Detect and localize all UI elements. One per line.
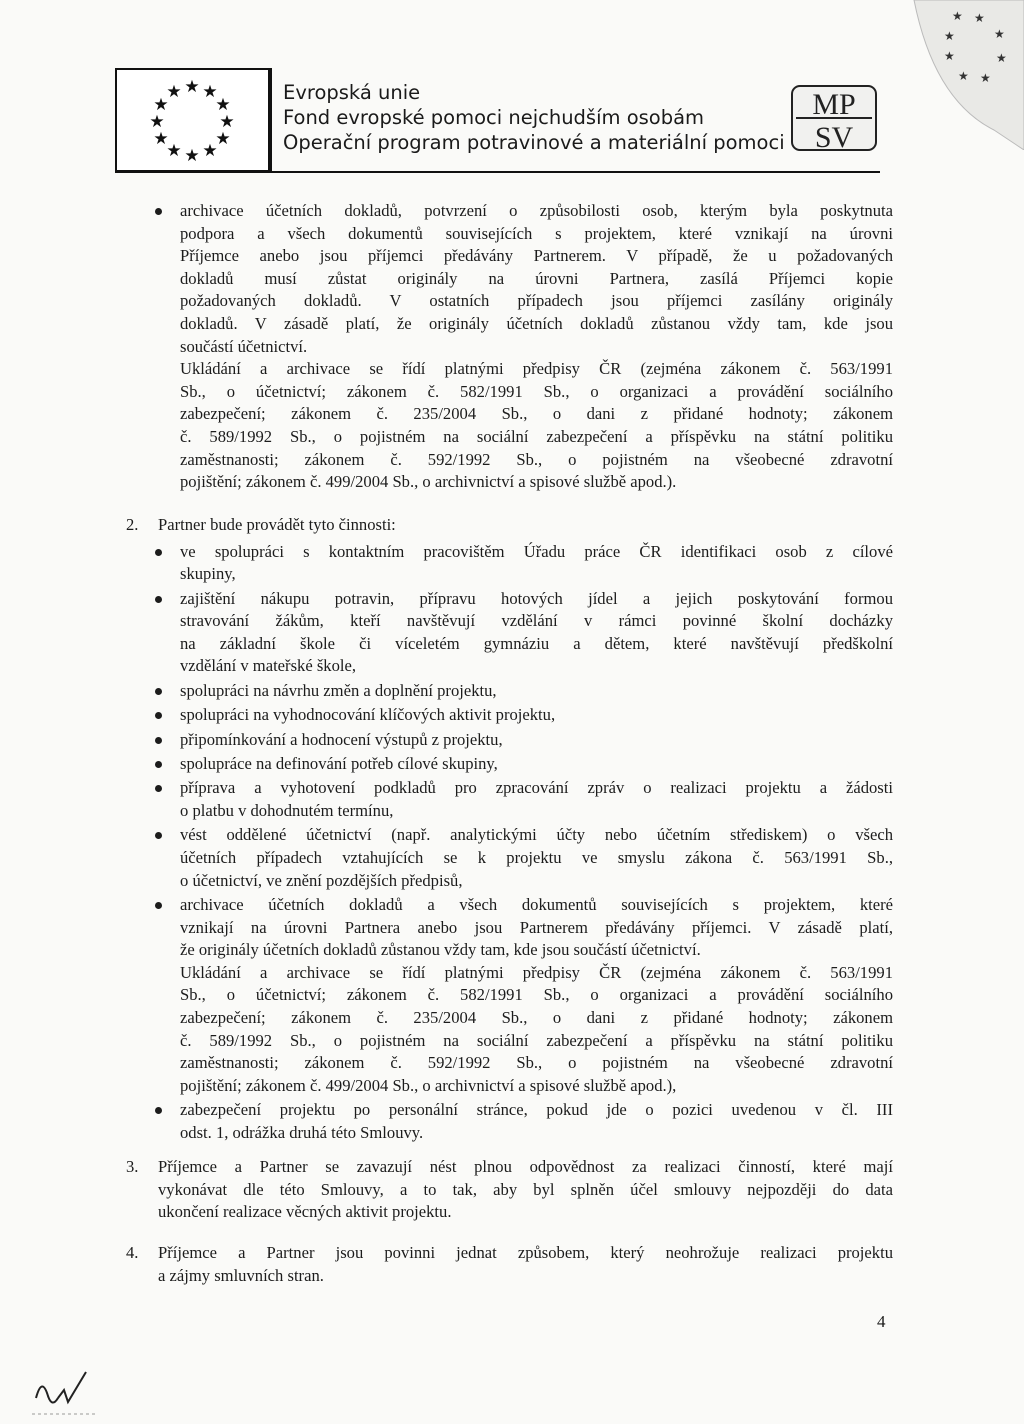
svg-text:★: ★ [980,71,991,85]
section-2-bullet-line: zaměstnanosti; zákonem č. 592/1992 Sb., o pojistném na všeobecné zdravotní [180,1053,893,1073]
section-4-line: Příjemce a Partner jsou povinni jednat způsobem, který neohrožuje realizaci projektu [158,1243,893,1262]
svg-text:★: ★ [952,9,963,23]
intro-bullet-line: archivace účetních dokladů, potvrzení o způsobilosti osob, kterým byla poskytnuta [180,201,893,220]
svg-text:★: ★ [149,112,165,132]
section-2-bullet-line: vzdělání v mateřské škole, [180,656,357,676]
section-2-bullet-line: Ukládání a archivace se řídí platnými předpisy ČR (zejména zákonem č. 563/1991 [180,962,893,982]
section-2-bullet-line: o účetnictví, ve znění pozdějších předpisů, [180,870,463,890]
svg-text:★: ★ [215,95,231,115]
section-2-bullet-line: zabezpečení; zákonem č. 235/2004 Sb., o dani z přidané hodnoty; zákonem [180,1008,893,1027]
intro-bullet-line: Příjemce anebo jsou příjemci předávány Partnerem. V případě, že u požadovaných [180,246,893,266]
section-2-bullet-line: ve spolupráci s kontaktním pracovištěm Úřadu práce ČR identifikaci osob z cílové [180,541,893,561]
svg-text:★: ★ [184,77,200,97]
bullet-icon [155,549,162,556]
header-divider [270,68,272,172]
svg-text:★: ★ [944,49,955,63]
section-2-bullet-line: spolupráci na vyhodnocování klíčových aktivit projektu, [180,705,556,725]
intro-bullet-line: Sb., o účetnictví; zákonem č. 582/1991 Sb., o organizaci a provádění sociálního [180,381,893,401]
page-number: 4 [877,1312,886,1331]
bullet-icon [155,902,162,909]
section-2-bullet-line: skupiny, [180,564,236,584]
svg-text:★: ★ [994,27,1005,41]
header-rule [115,171,880,173]
section-2-bullet-line: že originály účetních dokladů zůstanou vždy tam, kde jsou součástí účetnictví. [180,940,701,960]
section-2-bullet-line: vznikají na úrovni Partnera anebo jsou Partnerem předávány příjemci. V zásadě platí, [180,917,893,937]
intro-bullet-line: podpora a všech dokumentů souvisejících s projektem, které vznikají na úrovni [180,223,893,243]
section-3-number: 3. [126,1157,139,1176]
mpsv-logo-top: MP [812,88,856,121]
section-2-bullet-line: pojištění; zákonem č. 499/2004 Sb., o archivnictví a spisové službě apod.), [180,1075,677,1095]
bullet-icon [155,208,162,215]
header-line-program: Operační program potravinové a materiální pomoci [283,131,785,154]
section-2-bullet-line: spolupráci na návrhu změn a doplnění projektu, [180,680,497,700]
svg-text:★: ★ [202,82,218,102]
section-4-line: a zájmy smluvních stran. [158,1265,324,1285]
intro-bullet-line: dokladů. V zásadě platí, že originály účetních dokladů zůstanou vždy tam, kde jsou [180,314,893,333]
bullet-icon [155,596,162,603]
intro-bullet-line: dokladů musí zůstat originály na úrovni Partnera, zasílá Příjemci kopie [180,268,893,288]
section-3-line: Příjemce a Partner se zavazují nést plnou odpovědnost za realizaci činností, které mají [158,1157,893,1176]
section-4-number: 4. [126,1243,139,1262]
section-2-bullet-line: spolupráce na definování potřeb cílové skupiny, [180,754,498,773]
eu-flag-corner-icon [874,0,1024,150]
header-line-fund: Fond evropské pomoci nejchudším osobám [283,106,705,129]
section-3-line: ukončení realizace věcných aktivit projektu. [158,1202,452,1222]
bullet-icon [155,785,162,792]
document-header [115,68,880,172]
bullet-icon [155,761,162,768]
svg-text:★: ★ [184,146,200,166]
svg-text:★: ★ [996,51,1007,65]
mpsv-logo-bottom: SV [814,121,854,152]
mpsv-logo [788,84,880,152]
section-3-line: vykonávat dle této Smlouvy, a to tak, aby byl splněn účel smlouvy nejpozději do data [158,1179,893,1199]
handwritten-initials [28,1368,118,1418]
header-text [283,80,785,155]
svg-text:★: ★ [166,82,182,102]
eu-flag-icon [115,68,270,172]
bullet-icon [155,737,162,744]
svg-text:★: ★ [202,141,218,161]
section-2-bullet-line: na základní škole či víceletém gymnáziu a dětem, které navštěvují předškolní [180,633,893,653]
section-2-heading: Partner bude provádět tyto činnosti: [158,515,396,534]
section-2-bullet-line: zabezpečení projektu po personální stránce, pokud jde o pozici uvedenou v čl. III [180,1100,893,1120]
svg-text:★: ★ [944,29,955,43]
intro-bullet-line: Ukládání a archivace se řídí platnými předpisy ČR (zejména zákonem č. 563/1991 [180,359,893,379]
svg-text:★: ★ [958,69,969,83]
header-line-eu: Evropská unie [283,81,421,104]
section-2-bullet-line: příprava a vyhotovení podkladů pro zpracování zpráv o realizaci projektu a žádosti [180,778,893,798]
section-2-bullet-line: o platbu v dohodnutém termínu, [180,801,394,820]
section-2-bullet-line: č. 589/1992 Sb., o pojistném na sociální zabezpečení a příspěvku na státní politiku [180,1030,893,1050]
section-2-bullet-line: vést oddělené účetnictví (např. analytickými účty nebo účetním střediskem) o všech [180,825,893,845]
intro-bullet-line: zabezpečení; zákonem č. 235/2004 Sb., o dani z přidané hodnoty; zákonem [180,404,893,424]
svg-text:★: ★ [153,129,169,149]
section-2-bullet-line: archivace účetních dokladů a všech dokumentů souvisejících s projektem, které [180,895,893,914]
section-2-bullet-line: Sb., o účetnictví; zákonem č. 582/1991 Sb., o organizaci a provádění sociálního [180,985,893,1005]
bullet-icon [155,832,162,839]
svg-text:★: ★ [166,141,182,161]
intro-bullet-line: pojištění; zákonem č. 499/2004 Sb., o archivnictví a spisové službě apod.). [180,472,677,492]
intro-bullet-line: požadovaných dokladů. V ostatních případech jsou příjemci zasílány originály [180,291,893,311]
svg-text:★: ★ [219,112,235,132]
svg-text:★: ★ [153,95,169,115]
bullet-icon [155,1107,162,1114]
intro-bullet-line: č. 589/1992 Sb., o pojistném na sociální zabezpečení a příspěvku na státní politiku [180,427,893,446]
section-2-bullet-line: účetních případech vztahujících se k projektu ve smyslu zákona č. 563/1991 Sb., [180,848,893,867]
svg-text:★: ★ [974,11,985,25]
section-2-bullet-line: zajištění nákupu potravin, přípravu hotových jídel a jejich poskytování formou [180,588,893,608]
bullet-icon [155,688,162,695]
bullet-icon [155,712,162,719]
svg-text:★: ★ [215,129,231,149]
section-2-bullet-line: odst. 1, odrážka druhá této Smlouvy. [180,1122,424,1142]
section-2-bullet-line: stravování žákům, kteří navštěvují vzdělání v rámci povinné školní docházky [180,611,893,631]
section-2-number: 2. [126,515,139,534]
section-2-bullet-line: připomínkování a hodnocení výstupů z projektu, [180,729,503,749]
intro-bullet-line: zaměstnanosti; zákonem č. 592/1992 Sb., o pojistném na všeobecné zdravotní [180,449,893,469]
intro-bullet-line: součástí účetnictví. [180,336,308,356]
